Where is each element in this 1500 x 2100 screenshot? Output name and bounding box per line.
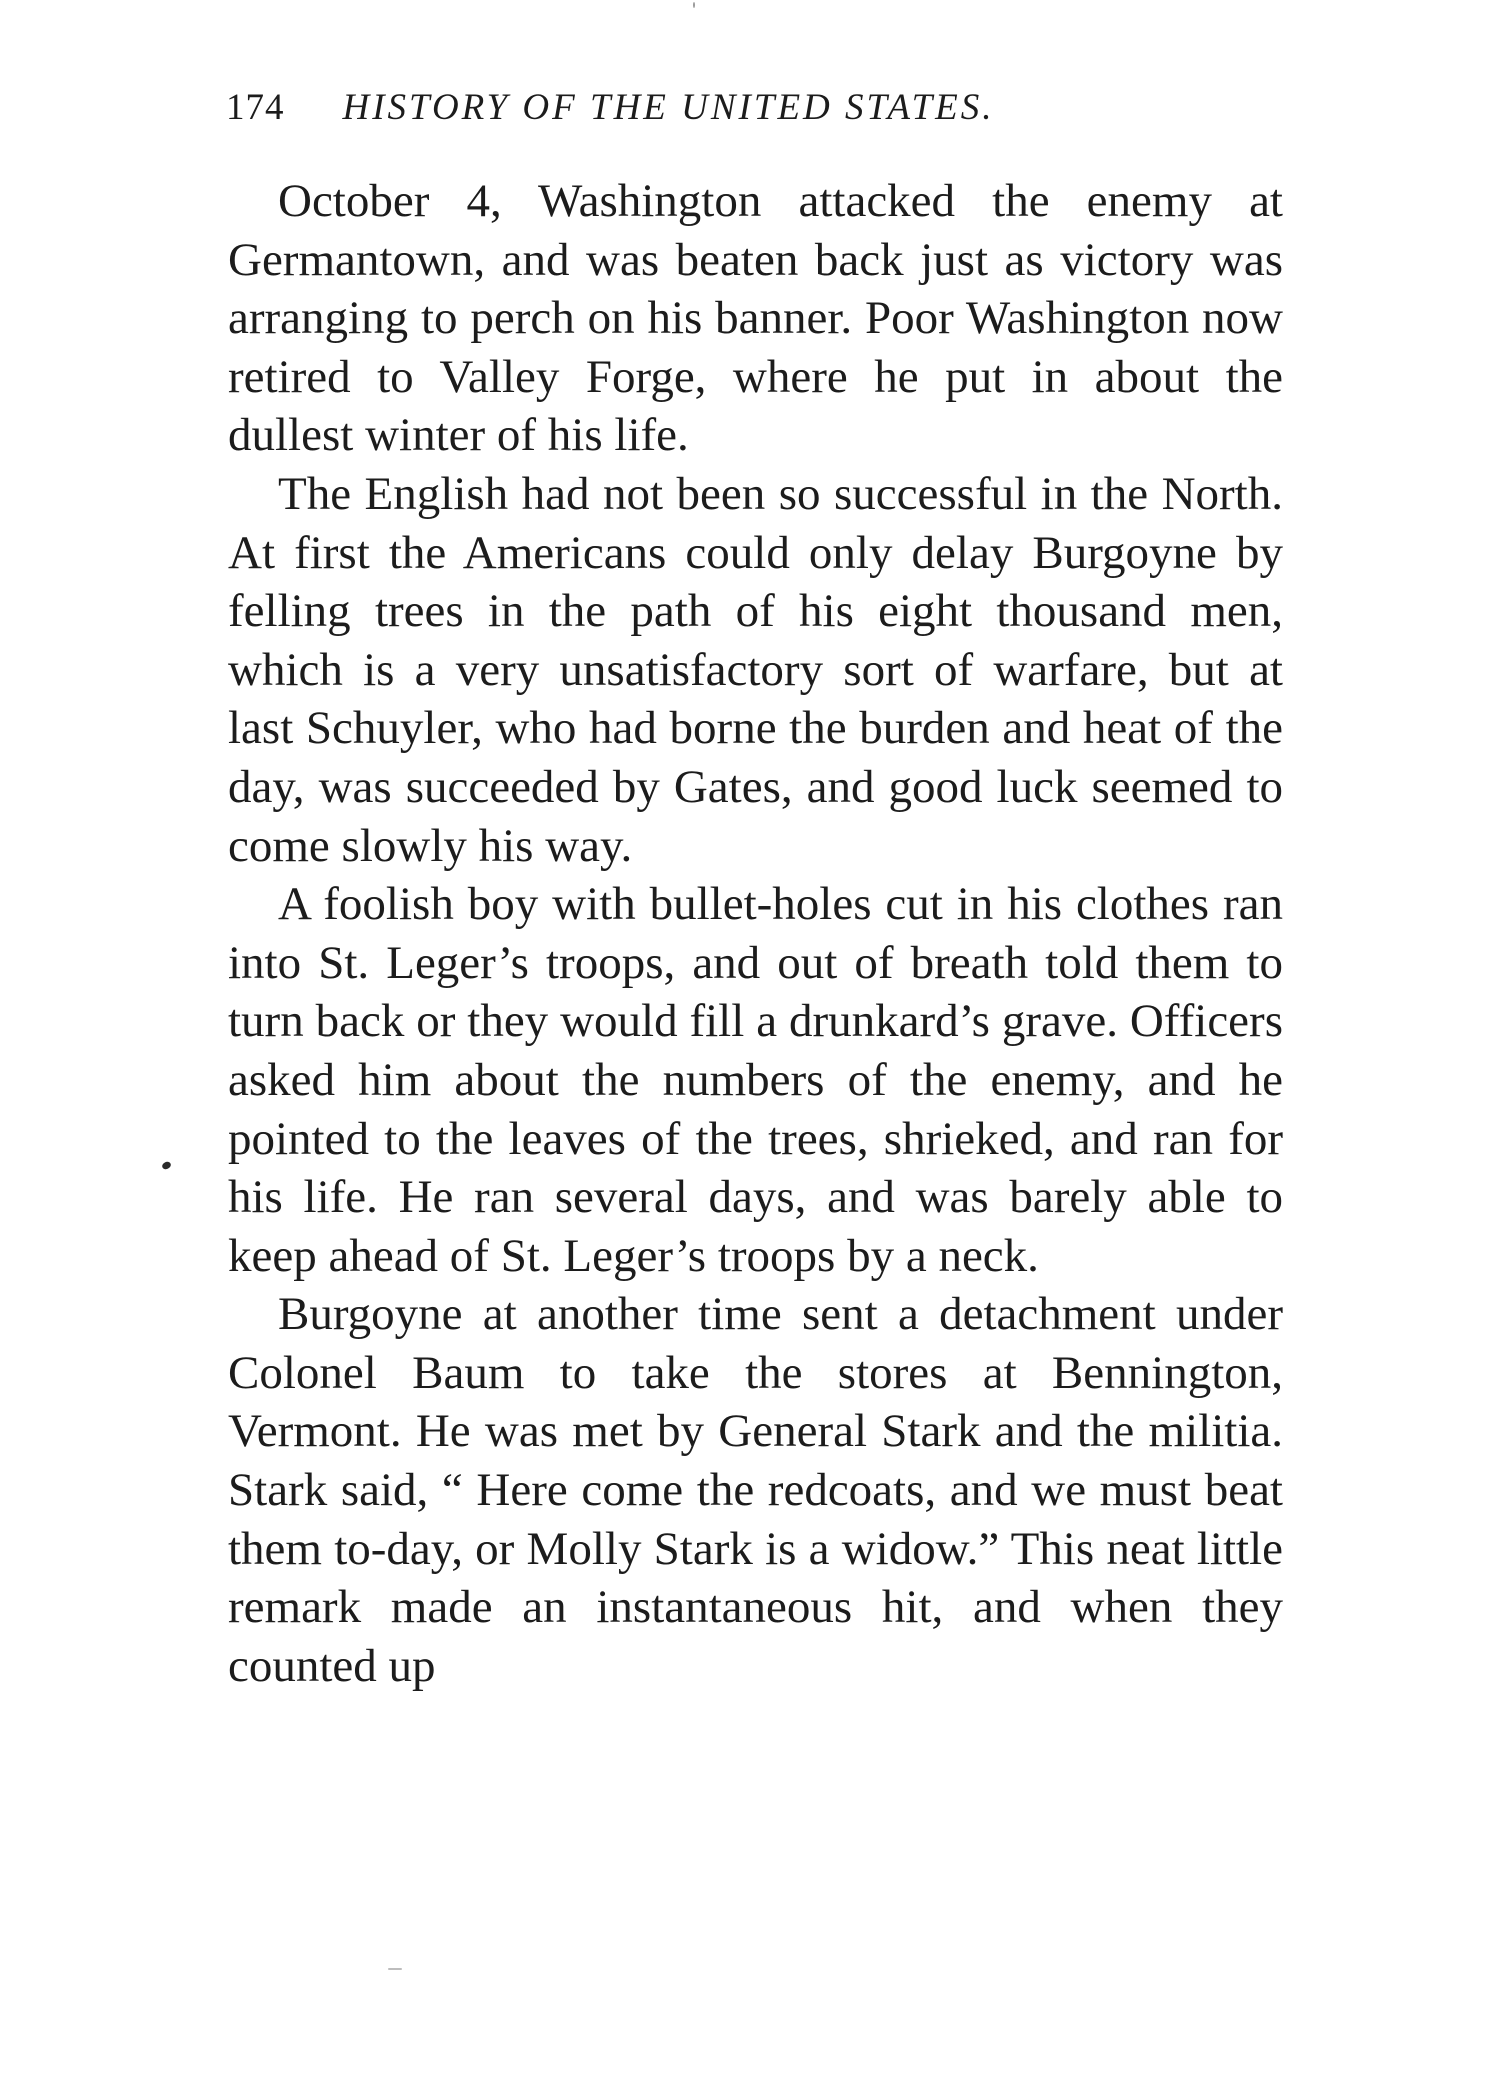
body-text <box>228 172 1283 1695</box>
page-number: 174 <box>226 87 285 128</box>
ink-speck <box>388 1968 402 1970</box>
ink-speck <box>693 2 695 8</box>
running-head <box>226 86 1286 130</box>
paragraph-germantown: October 4, Washington attacked the enemy at Germantown, and was beaten back just as victory was arranging to perch on his banner. Poor Washington now retired to Valley Forge, where he put in about the dullest winter of his life. <box>228 175 1283 462</box>
ink-speck <box>161 1160 172 1170</box>
paragraph-burgoyne-north: The English had not been so successful in the North. At first the Americans could only delay Burgoyne by felling trees in the path of his eight thousand men, which is a very unsatisfactory sort of warfare, but at last Schuyler, who had borne the burden and heat of the day, was succeeded by Gates, and good luck seemed to come slowly his way. <box>228 467 1283 872</box>
running-title: HISTORY OF THE UNITED STATES. <box>342 87 995 128</box>
paragraph-bennington: Burgoyne at another time sent a detachment under Colonel Baum to take the stores at Bennington, Vermont. He was met by General Stark and the militia. Stark said, “ Here come the redcoats, and we must beat them to-day, or Molly Stark is a widow.” This neat little remark made an instantaneous hit, and when they counted up <box>228 1288 1283 1692</box>
paragraph-foolish-boy: A foolish boy with bullet-holes cut in his clothes ran into St. Leger’s troops, and out of breath told them to turn back or they would fill a drunkard’s grave. Officers asked him about the numbers of the enemy, and he pointed to the leaves of the trees, shrieked, and ran for his life. He ran several days, and was barely able to keep ahead of St. Leger’s troops by a neck. <box>228 878 1283 1282</box>
